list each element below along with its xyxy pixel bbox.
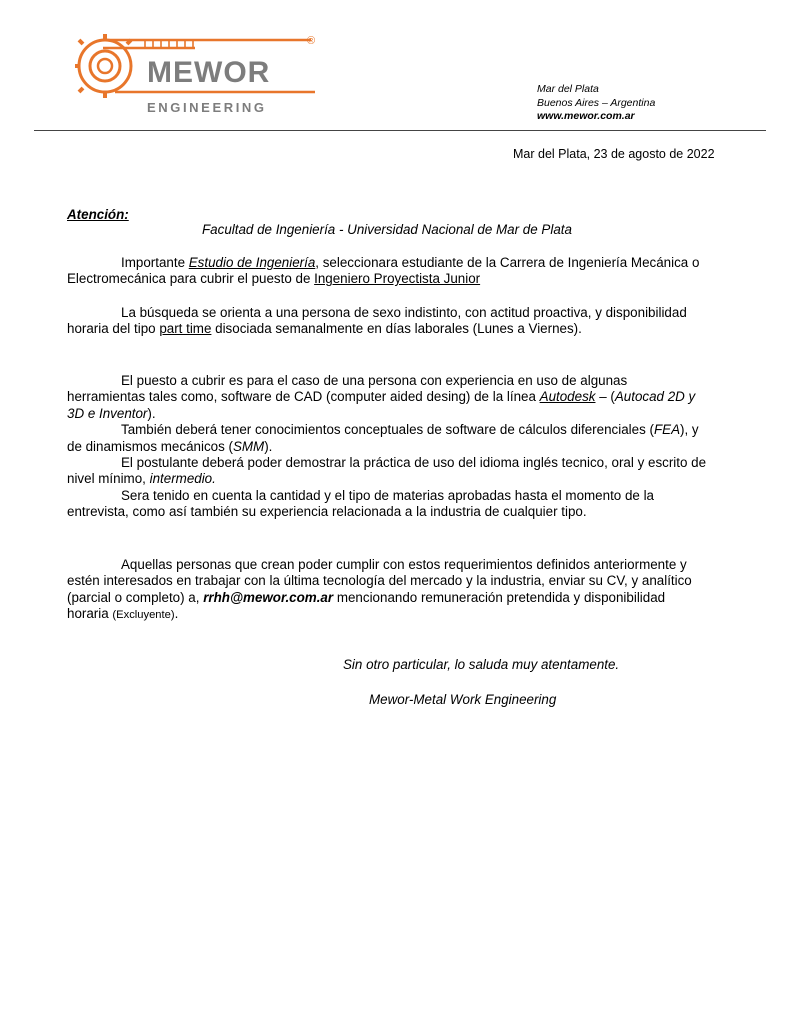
logo-wordmark: MEWOR (147, 56, 271, 89)
attention-heading: Atención: (67, 207, 129, 222)
company-name-link: Estudio de Ingeniería (188, 255, 316, 270)
requirement-cad: El puesto a cubrir es para el caso de una persona con experiencia en uso de algunas herramientas tales como, software de CAD (computer aided desing) de la línea Autodesk – (Autocad 2D y 3D e Inventor). (67, 373, 696, 421)
paragraph-profile: La búsqueda se orienta a una persona de sexo indistinto, con actitud proactiva, y disponibilidad horaria del tipo part time disociada semanalmente en días laborales (Lunes a Viernes). (67, 305, 687, 337)
part-time-term: part time (159, 321, 212, 337)
contact-email[interactable]: rrhh@mewor.com.ar (203, 589, 334, 605)
requirement-fea: También deberá tener conocimientos conceptuales de software de cálculos diferenciales (FEA), y de dinamismos mecánicos (SMM). (67, 422, 699, 454)
registered-mark: ® (307, 35, 316, 47)
gear-icon (75, 34, 131, 98)
address-region: Buenos Aires – Argentina (537, 96, 656, 109)
paragraph-requirements (67, 373, 707, 521)
recipient-faculty: Facultad de Ingeniería - Universidad Nacional de Mar de Plata (202, 222, 572, 237)
paragraph-intro: Importante Estudio de Ingeniería, seleccionara estudiante de la Carrera de Ingeniería Mecánica o Electromecánica para cubrir el puesto de Ingeniero Proyectista Junior (67, 255, 700, 287)
job-title: Ingeniero Proyectista Junior (314, 271, 481, 287)
requirement-courses: Sera tenido en cuenta la cantidad y el tipo de materias aprobadas hasta el momento de la entrevista, como así también su experiencia relacionada a la industria de cualquier tipo. (67, 487, 654, 520)
paragraph-application: Aquellas personas que crean poder cumplir con estos requerimientos definidos anteriormente y estén interesados en trabajar con la última tecnología del mercado y la industria, enviar su CV, y analítico (parcial o completo) a, rrhh@mewor.com.ar mencionando remuneración pretendida y disponibilidad horaria (Excluyente). (67, 557, 692, 622)
address-city: Mar del Plata (537, 83, 599, 95)
company-website: www.mewor.com.ar (537, 110, 635, 122)
letter-date: Mar del Plata, 23 de agosto de 2022 (513, 147, 715, 161)
requirement-english: El postulante deberá poder demostrar la práctica de uso del idioma inglés tecnico, oral y escrito de nivel mínimo, intermedio. (67, 455, 707, 487)
closing-line: Sin otro particular, lo saluda muy atentamente. (343, 657, 620, 672)
company-logo (75, 30, 325, 118)
signature: Mewor-Metal Work Engineering (369, 692, 557, 707)
company-address (537, 83, 655, 124)
logo-subtitle: ENGINEERING (147, 100, 267, 115)
header-divider (34, 130, 766, 131)
